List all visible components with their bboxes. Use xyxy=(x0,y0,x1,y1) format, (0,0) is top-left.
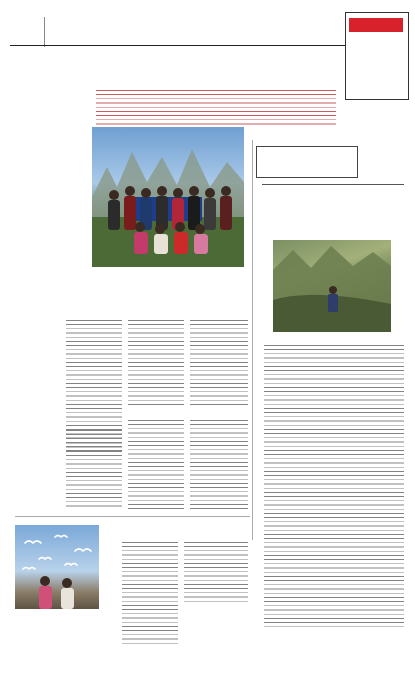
brand-logo xyxy=(349,18,403,32)
section-rule xyxy=(15,516,250,517)
body-column-3 xyxy=(190,320,248,406)
seagull-photo-icon xyxy=(15,525,99,609)
seagull-photo xyxy=(15,525,99,609)
mountain-photo-icon xyxy=(273,240,391,332)
body-column-2 xyxy=(128,320,184,406)
mountain-photo xyxy=(273,240,391,332)
intro-paragraph xyxy=(96,90,336,128)
body-column-8 xyxy=(184,542,248,602)
group-photo-icon xyxy=(92,127,244,267)
group-photo xyxy=(92,127,244,267)
column-separator xyxy=(252,140,253,540)
body-column-4 xyxy=(66,430,122,510)
side-article-rule xyxy=(262,184,404,185)
side-article-body xyxy=(264,345,404,630)
header-divider xyxy=(44,17,45,47)
body-column-5 xyxy=(128,420,184,510)
body-column-7 xyxy=(122,542,178,647)
contact-box xyxy=(256,146,358,178)
body-column-6 xyxy=(190,420,248,510)
